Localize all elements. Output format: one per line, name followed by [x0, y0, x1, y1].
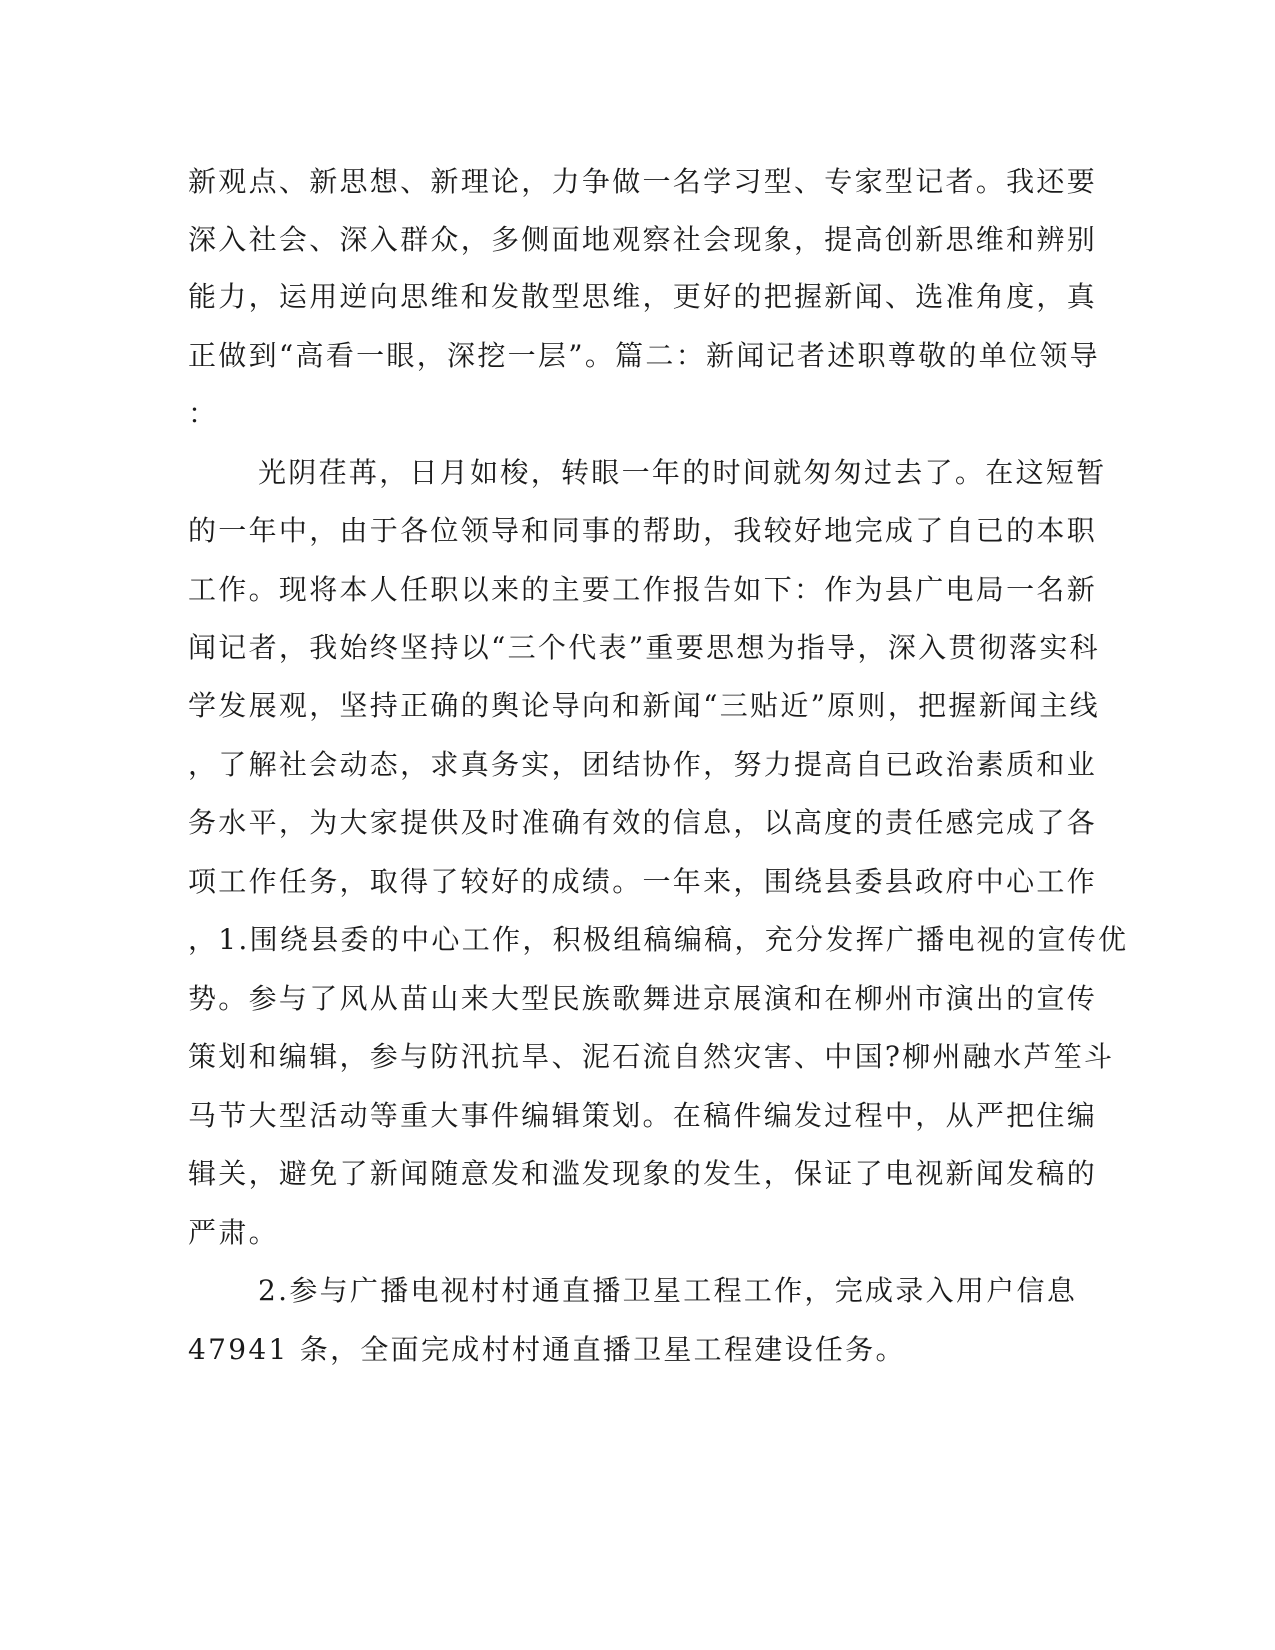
text-line: ： [188, 397, 219, 430]
text-line: 闻记者，我始终坚持以“三个代表”重要思想为指导，深入贯彻落实科 [188, 631, 1100, 664]
text-line: 工作。现将本人任职以来的主要工作报告如下：作为县广电局一名新 [188, 573, 1098, 606]
text-line: 辑关，避免了新闻随意发和滥发现象的发生，保证了电视新闻发稿的 [188, 1157, 1098, 1190]
text-line: 严肃。 [188, 1216, 279, 1249]
text-line: 47941 条，全面完成村村通直播卫星工程建设任务。 [188, 1333, 906, 1366]
paragraph-first-line: 2.参与广播电视村村通直播卫星工程工作，完成录入用户信息 [258, 1274, 1078, 1307]
text-line: 马节大型活动等重大事件编辑策划。在稿件编发过程中，从严把住编 [188, 1099, 1098, 1132]
text-line: 新观点、新思想、新理论，力争做一名学习型、专家型记者。我还要 [188, 165, 1098, 198]
text-line: 务水平，为大家提供及时准确有效的信息，以高度的责任感完成了各 [188, 806, 1098, 839]
text-line: 势。参与了风从苗山来大型民族歌舞进京展演和在柳州市演出的宣传 [188, 982, 1098, 1015]
paragraph-first-line: 光阴荏苒，日月如梭，转眼一年的时间就匆匆过去了。在这短暂 [258, 456, 1107, 489]
text-line: 策划和编辑，参与防汛抗旱、泥石流自然灾害、中国?柳州融水芦笙斗 [188, 1040, 1115, 1073]
text-line: 正做到“高看一眼，深挖一层”。篇二：新闻记者述职尊敬的单位领导 [188, 339, 1100, 372]
text-line: 项工作任务，取得了较好的成绩。一年来，围绕县委县政府中心工作 [188, 865, 1098, 898]
text-line: 的一年中，由于各位领导和同事的帮助，我较好地完成了自已的本职 [188, 514, 1098, 547]
text-line: 能力，运用逆向思维和发散型思维，更好的把握新闻、选准角度，真 [188, 280, 1098, 313]
text-line: 深入社会、深入群众，多侧面地观察社会现象，提高创新思维和辨别 [188, 223, 1098, 256]
text-line: ，了解社会动态，求真务实，团结协作，努力提高自已政治素质和业 [188, 748, 1098, 781]
text-line: 学发展观，坚持正确的舆论导向和新闻“三贴近”原则，把握新闻主线 [188, 689, 1100, 722]
text-line: ，1.围绕县委的中心工作，积极组稿编稿，充分发挥广播电视的宣传优 [188, 923, 1129, 956]
